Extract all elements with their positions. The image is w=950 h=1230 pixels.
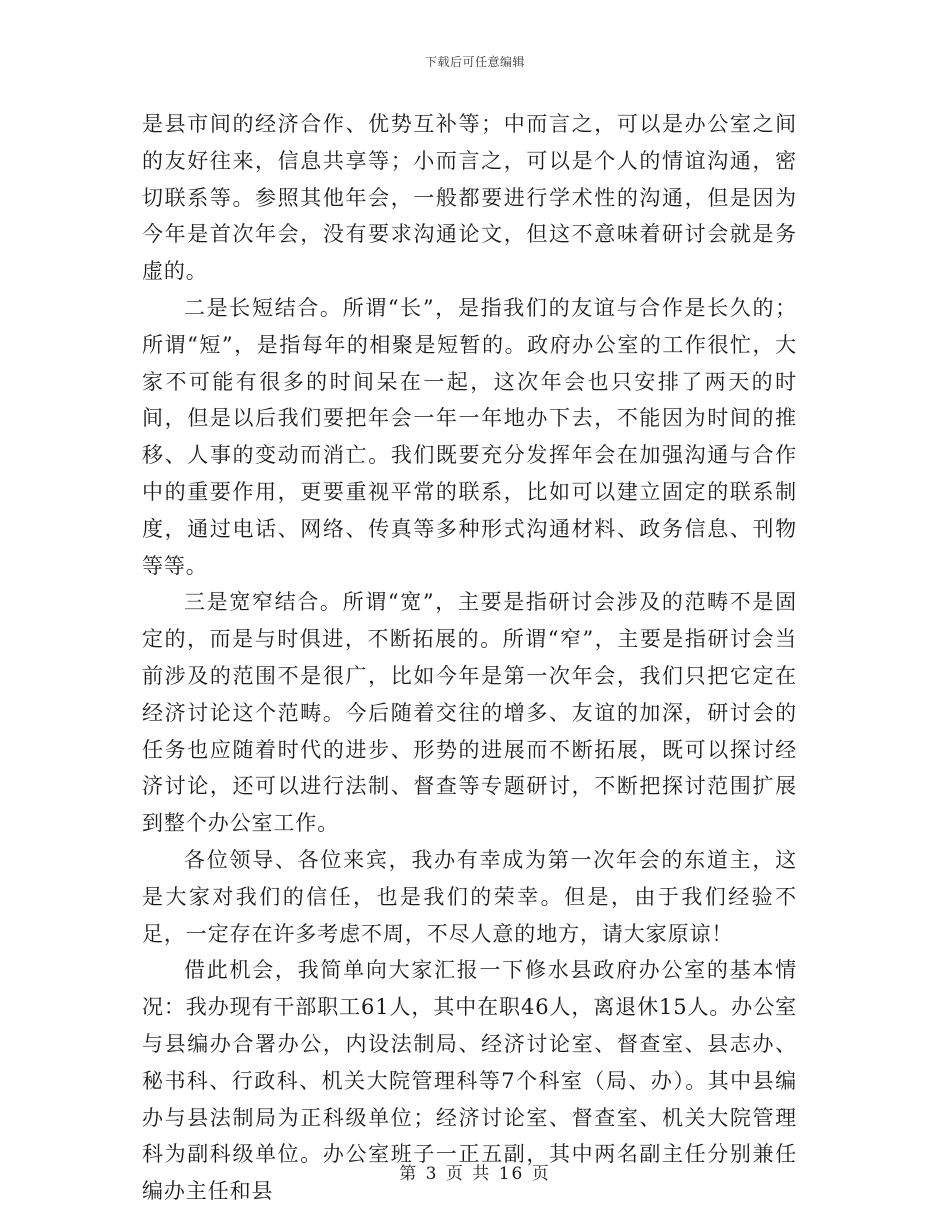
paragraph-continuation: 是县市间的经济合作、优势互补等；中而言之，可以是办公室之间的友好往来，信息共享等；小而言之，可以是个人的情谊沟通，密切联系等。参照其他年会，一般都要进行学术性的沟通，但是因为今年是首次年会，没有要求沟通论文，但这不意味着研讨会就是务虚的。 (142, 112, 797, 284)
page-number-footer: 第 3 页 共 16 页 (399, 1164, 551, 1184)
paragraph-office-overview: 借此机会，我简单向大家汇报一下修水县政府办公室的基本情况：我办现有干部职工61人，其中在职46人，离退休15人。办公室与县编办合署办公，内设法制局、经济讨论室、督查室、县志办、秘书科、行政科、机关大院管理科等7个科室（局、办）。其中县编办与县法制局为正科级单位；经济讨论室、督查室、机关大院管理科为副科级单位。办公室班子一正五副，其中两名副主任分别兼任编办主任和县 (142, 958, 797, 1204)
paragraph-host-thanks: 各位领导、各位来宾，我办有幸成为第一次年会的东道主，这是大家对我们的信任，也是我们的荣幸。但是，由于我们经验不足，一定存在许多考虑不周，不尽人意的地方，请大家原谅！ (142, 847, 797, 946)
paragraph-long-short: 二是长短结合。所谓“长”，是指我们的友谊与合作是长久的；所谓“短”，是指每年的相聚是短暂的。政府办公室的工作很忙，大家不可能有很多的时间呆在一起，这次年会也只安排了两天的时间，但是以后我们要把年会一年一年地办下去，不能因为时间的推移、人事的变动而消亡。我们既要充分发挥年会在加强沟通与合作中的重要作用，更要重视平常的联系，比如可以建立固定的联系制度，通过电话、网络、传真等多种形式沟通材料、政务信息、刊物等等。 (142, 295, 797, 578)
page-header: 下载后可任意编辑 (424, 55, 525, 69)
paragraph-wide-narrow: 三是宽窄结合。所谓“宽”，主要是指研讨会涉及的范畴不是固定的，而是与时俱进，不断拓展的。所谓“窄”，主要是指研讨会当前涉及的范围不是很广，比如今年是第一次年会，我们只把它定在经济讨论这个范畴。今后随着交往的增多、友谊的加深，研讨会的任务也应随着时代的进步、形势的进展而不断拓展，既可以探讨经济讨论，还可以进行法制、督查等专题研讨，不断把探讨范围扩展到整个办公室工作。 (142, 590, 797, 836)
document-body (142, 106, 797, 1210)
